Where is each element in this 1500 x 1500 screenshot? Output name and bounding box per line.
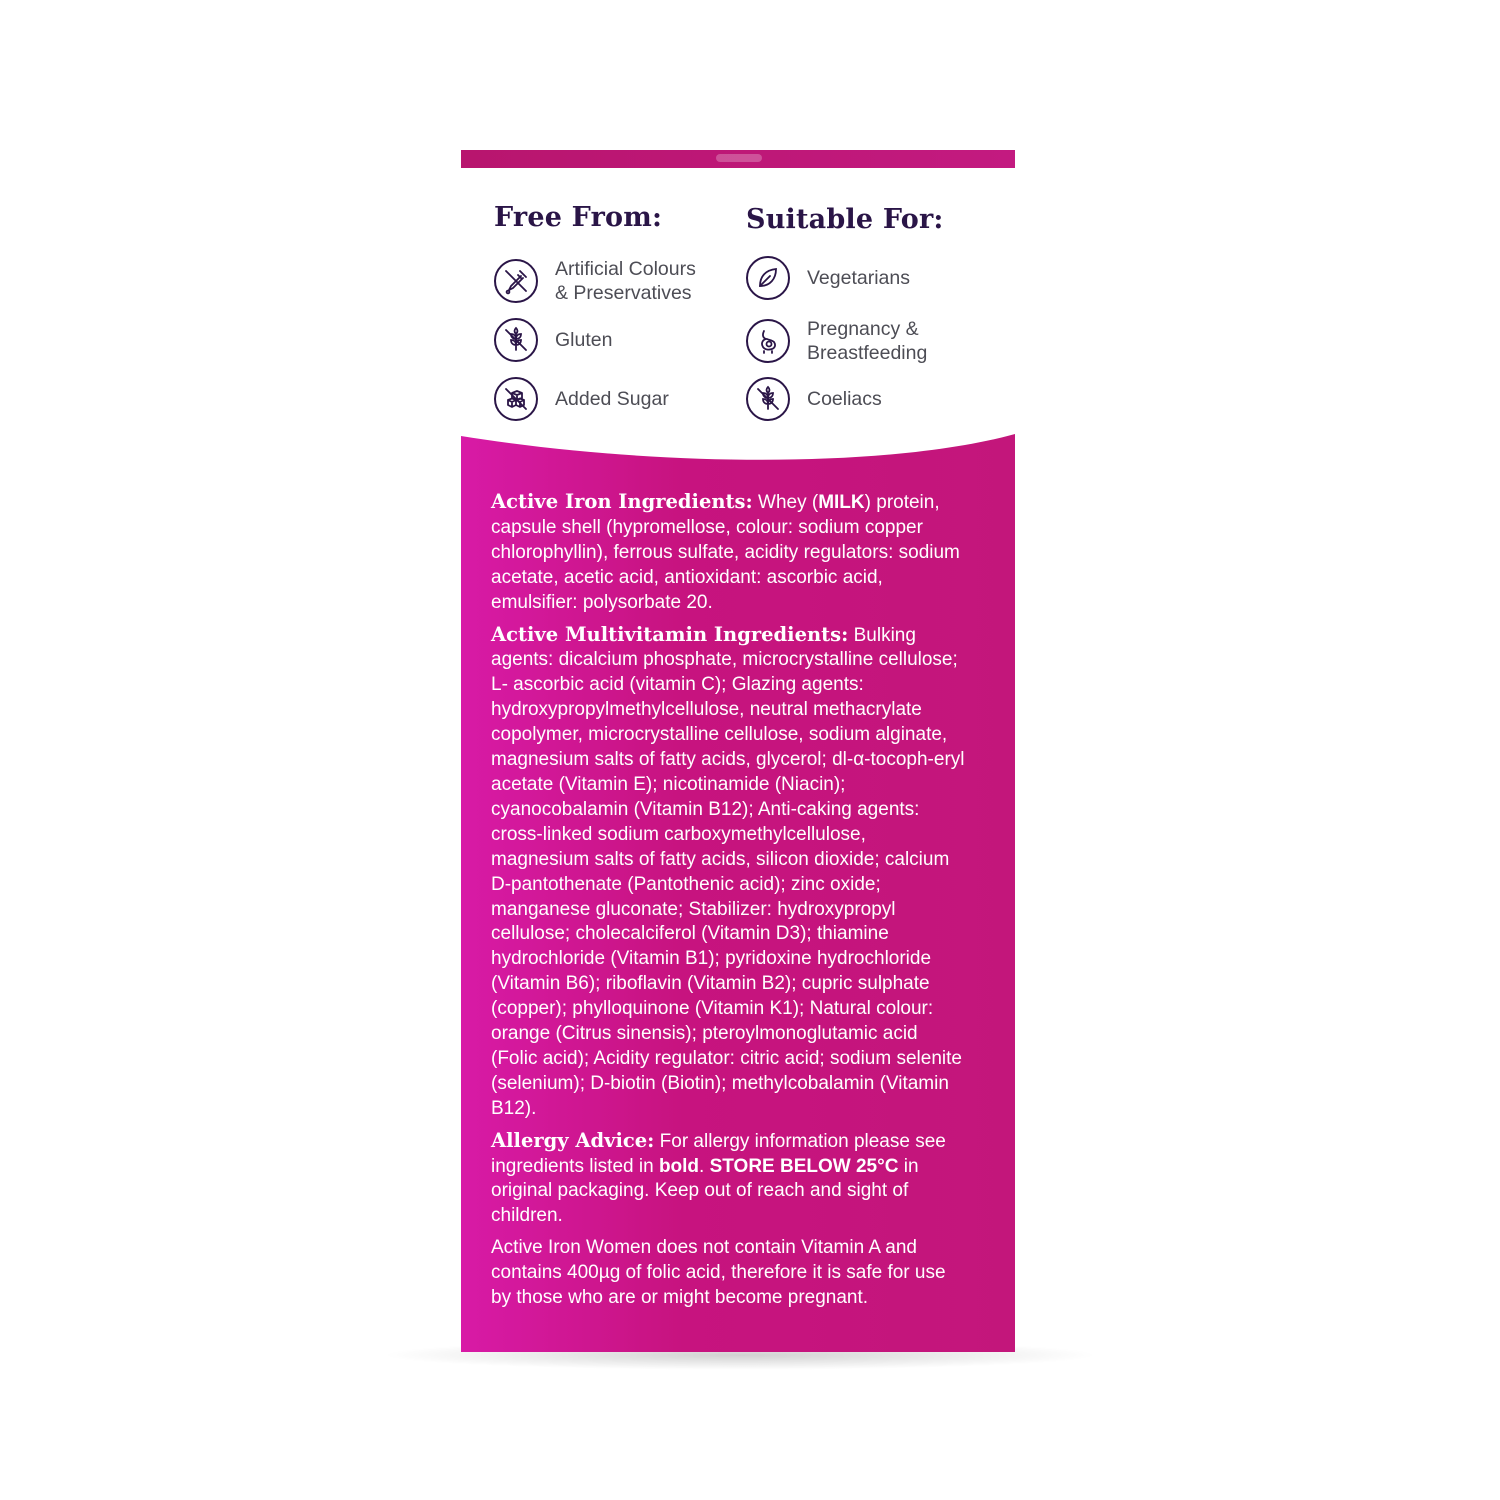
allergy-text-3: in original packaging. Keep out of reach and sight of children. [491, 1155, 919, 1227]
allergy-bold-word: bold [658, 1155, 700, 1177]
free-from-heading: Free From: [494, 202, 663, 233]
suitable-for-heading: Suitable For: [746, 204, 944, 235]
suitable-for-item [746, 377, 882, 421]
allergy-text-1: For allergy information please see ingredients listed in [491, 1130, 946, 1177]
no-dropper-icon [494, 259, 538, 303]
folic-acid-note: Active Iron Women does not contain Vitamin A and contains 400µg of folic acid, therefore it is safe for use by those who are or might become pregnant. [491, 1237, 946, 1309]
storage-warning: STORE BELOW 25°C [709, 1155, 899, 1177]
iron-text-2: ) protein, capsule shell (hypromellose, colour: sodium copper chlorophyllin), ferrous sulfate, acidity regulators: sodium acetate, acetic acid, antioxidant: ascorbic acid, emulsifier: polysorbate 20. [491, 492, 960, 613]
multivitamin-ingredients-heading: Active Multivitamin Ingredients: [491, 622, 849, 646]
flap-mark [716, 154, 762, 162]
free-from-item [494, 318, 612, 362]
free-from-item [494, 377, 669, 421]
box-top-flap [461, 150, 1015, 168]
suitable-for-item [746, 317, 927, 365]
suitable-for-label: Coeliacs [807, 388, 882, 410]
suitable-for-item [746, 256, 910, 300]
free-from-item [494, 257, 696, 305]
suitable-for-label: Vegetarians [807, 267, 910, 289]
iron-allergen: MILK [818, 492, 865, 513]
free-from-label: Gluten [555, 329, 613, 351]
allergy-advice [491, 1129, 966, 1230]
free-from-label: Added Sugar [555, 388, 669, 410]
no-wheat-icon [746, 377, 790, 421]
no-wheat-icon [494, 318, 538, 362]
ingredients-panel [491, 490, 966, 1318]
no-sugar-cubes-icon [494, 377, 538, 421]
multivitamin-text: Bulking agents: dicalcium phosphate, microcrystalline cellulose; L- ascorbic acid (vitamin C); Glazing agents: hydroxypropylmethylcellulose, neutral methacrylate copolymer, microcrystalline cellulose, sodium alginate, magnesium salts of fatty acids, glycerol; dl-α-tocoph-eryl acetate (Vitamin E); nicotinamide (Niacin); cyanocobalamin (Vitamin B12); Anti-caking agents: cross-linked sodium carboxymethylcellulose, magnesium salts of fatty acids, silicon dioxide; calcium D-pantothenate (Pantothenic acid); zinc oxide; manganese gluconate; Stabilizer: hydroxypropyl cellulose; cholecalciferol (Vitamin D3); thiamine hydrochloride (Vitamin B1); pyridoxine hydrochloride (Vitamin B6); riboflavin (Vitamin B2); cupric sulphate (copper); phylloquinone (Vitamin K1); Natural colour: orange (Citrus sinensis); pteroylmonoglutamic acid (Folic acid); Acidity regulator: citric acid; sodium selenite (selenium); D-biotin (Biotin); methylcobalamin (Vitamin B12). [491, 624, 965, 1119]
iron-ingredients-heading: Active Iron Ingredients: [491, 490, 753, 513]
pregnancy-icon [746, 319, 790, 363]
suitable-for-label: Pregnancy & Breastfeeding [807, 318, 928, 364]
leaf-icon [746, 256, 790, 300]
iron-text-1: Whey ( [752, 492, 819, 513]
allergy-advice-heading: Allergy Advice: [491, 1128, 655, 1152]
multivitamin-ingredients [491, 623, 966, 1122]
allergy-text-2: . [699, 1155, 710, 1177]
free-from-label: Artificial Colours & Preservatives [555, 258, 696, 304]
iron-ingredients [491, 490, 966, 616]
